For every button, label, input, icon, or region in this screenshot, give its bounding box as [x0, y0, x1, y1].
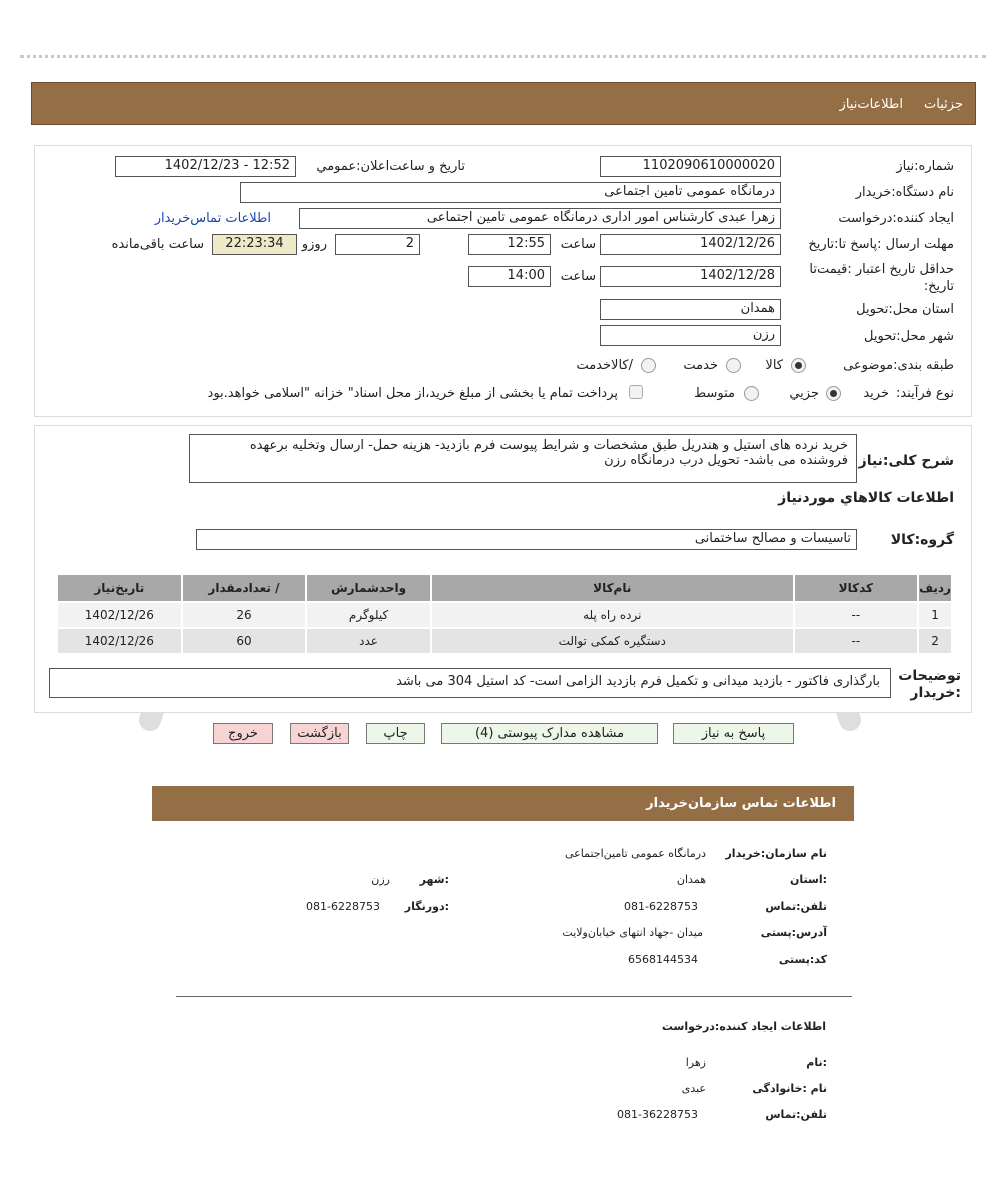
treasury-payment-note: پرداخت تمام یا بخشی از مبلغ خرید،از محل اسناد" خزانه "اسلامی خواهد.بود [207, 386, 618, 401]
category-goods-radio[interactable] [791, 358, 806, 373]
remaining-time-label: ساعت باقی‌مانده [111, 237, 204, 252]
validity-time-label: ساعت [560, 269, 596, 284]
goods-table [56, 573, 953, 655]
table-row [58, 629, 951, 653]
exit-button[interactable]: خروج [213, 723, 273, 744]
announce-label: تاریخ و ساعت‌اعلان:عمومي [316, 159, 465, 174]
days-label: روزو [301, 237, 327, 252]
need-number-field: 1102090610000020 [600, 156, 781, 177]
announce-field: 1402/12/23 - 12:52 [115, 156, 296, 177]
goods-panel [34, 425, 972, 713]
col-unit: واحدشمارش [307, 575, 430, 601]
cell-quantity: 26 [183, 603, 306, 627]
creator-first-name-value: زهرا [685, 1056, 706, 1069]
buyer-contact-header [152, 786, 854, 821]
cell-name: دستگیره کمکی توالت [432, 629, 793, 653]
tab-need-info[interactable]: اطلاعات‌نیاز [839, 97, 903, 112]
process-buy-label: خرید [863, 386, 889, 401]
city-field: رزن [600, 325, 781, 346]
creator-last-name-value: عبدی [681, 1082, 706, 1095]
buyer-notes-label: توضیحات :خریدار [898, 668, 961, 701]
col-name: نام‌کالا [432, 575, 793, 601]
general-description-field: خرید نرده های استیل و هندریل طبق مشخصات و شرایط پیوست فرم بازدید- هزینه حمل- ارسال وتخلیه برعهده فروشنده می باشد- تحویل درب درمانگاه رزن [189, 434, 857, 483]
need-info-panel [34, 145, 972, 417]
buyer-org-field: درمانگاه عمومی تامین اجتماعی [240, 182, 781, 203]
buyer-notes-field: بارگذاری فاکتور - بازدید میدانی و تکمیل فرم بازدید الزامی است- کد استیل 304 می باشد [49, 668, 891, 698]
col-need-date: تاریخ‌نیاز [58, 575, 181, 601]
contact-phone-value: 081-6228753 [624, 900, 698, 913]
respond-button[interactable]: پاسخ به نیاز [673, 723, 794, 744]
process-minor-label: جزيي [789, 386, 819, 401]
goods-info-heading: اطلاعات کالاهاي مورد‌نیاز [778, 490, 954, 506]
cell-unit: کیلوگرم [307, 603, 430, 627]
contact-province-value: همدان [676, 873, 706, 886]
contact-divider [176, 996, 852, 997]
cell-need-date: 1402/12/26 [58, 603, 181, 627]
cell-code: -- [795, 629, 917, 653]
process-label: نوع فرآیند: [896, 386, 954, 401]
goods-group-label: گروه:کالا [890, 532, 954, 548]
col-code: کدکالا [795, 575, 917, 601]
print-button[interactable]: چاپ [366, 723, 425, 744]
table-row [58, 603, 951, 627]
treasury-payment-checkbox[interactable] [629, 385, 643, 399]
category-service-label: خدمت [683, 358, 718, 373]
category-goods-service-radio[interactable] [641, 358, 656, 373]
tab-details[interactable]: جزئیات [924, 97, 963, 112]
contact-address-value: میدان -جهاد انتهای خیابان‌ولایت [562, 926, 703, 939]
cell-need-date: 1402/12/26 [58, 629, 181, 653]
creator-last-name-label: نام :خانوادگی [752, 1082, 827, 1095]
creator-phone-label: تلفن:تماس [765, 1108, 827, 1121]
remaining-time-field: 22:23:34 [212, 234, 297, 255]
deadline-time-field: 12:55 [468, 234, 551, 255]
creator-phone-value: 081-36228753 [617, 1108, 698, 1121]
validity-date-field: 1402/12/28 [600, 266, 781, 287]
buyer-contact-link[interactable]: اطلاعات تماس‌خریدار [154, 211, 271, 226]
goods-group-field: تاسیسات و مصالح ساختمانی [196, 529, 857, 550]
table-header-row [58, 575, 951, 601]
deadline-label: مهلت ارسال :پاسخ تا:تاریخ [808, 237, 954, 252]
province-field: همدان [600, 299, 781, 320]
top-divider [20, 55, 986, 58]
creator-field: زهرا عبدی کارشناس امور اداری درمانگاه عمومی تامین اجتماعی [299, 208, 781, 229]
cell-row: 2 [919, 629, 951, 653]
creator-label: ایجاد کننده:درخواست [838, 211, 954, 226]
contact-fax-label: :دورنگار [404, 900, 449, 913]
process-medium-label: متوسط [694, 386, 735, 401]
contact-city-label: :شهر [419, 873, 449, 886]
city-label: شهر محل:تحویل [864, 329, 954, 344]
back-button[interactable]: بازگشت [290, 723, 349, 744]
deadline-date-field: 1402/12/26 [600, 234, 781, 255]
cell-unit: عدد [307, 629, 430, 653]
validity-time-field: 14:00 [468, 266, 551, 287]
contact-org-value: درمانگاه عمومی تامین‌اجتماعی [565, 847, 706, 860]
general-description-label: شرح کلی:نیاز [858, 453, 954, 469]
contact-fax-value: 081-6228753 [306, 900, 380, 913]
cell-quantity: 60 [183, 629, 306, 653]
cell-row: 1 [919, 603, 951, 627]
need-number-label: شماره:نیاز [896, 159, 954, 174]
col-quantity: / تعدادمقدار [183, 575, 306, 601]
cell-name: نرده راه پله [432, 603, 793, 627]
cell-code: -- [795, 603, 917, 627]
category-service-radio[interactable] [726, 358, 741, 373]
days-field: 2 [335, 234, 420, 255]
contact-org-label: نام سازمان:خریدار [725, 847, 827, 860]
process-medium-radio[interactable] [744, 386, 759, 401]
contact-city-value: رزن [371, 873, 390, 886]
header-tab-bar [31, 82, 976, 125]
col-row: ردیف [919, 575, 951, 601]
contact-phone-label: تلفن:تماس [765, 900, 827, 913]
validity-label: حداقل تاریخ اعتبار :قیمت‌تا تاریخ: [809, 262, 954, 294]
deadline-time-label: ساعت [560, 237, 596, 252]
contact-address-label: آدرس:پستی [760, 926, 827, 939]
category-label: طبقه بندی:موضوعی [843, 358, 954, 373]
buyer-contact-title: اطلاعات تماس سازمان‌خریدار [646, 796, 836, 811]
category-goods-service-label: /کالاخدمت [576, 358, 633, 373]
buyer-org-label: نام دستگاه:خریدار [855, 185, 954, 200]
province-label: استان محل:تحویل [856, 302, 954, 317]
contact-province-label: :استان [790, 873, 827, 886]
category-goods-label: کالا [765, 358, 783, 373]
process-minor-radio[interactable] [826, 386, 841, 401]
contact-postal-value: 6568144534 [628, 953, 698, 966]
creator-info-title: اطلاعات ایجاد کننده:درخواست [661, 1020, 826, 1033]
creator-first-name-label: :نام [806, 1056, 827, 1069]
view-documents-button[interactable]: مشاهده مدارک پیوستی (4) [441, 723, 658, 744]
contact-postal-label: کد:پستی [778, 953, 827, 966]
